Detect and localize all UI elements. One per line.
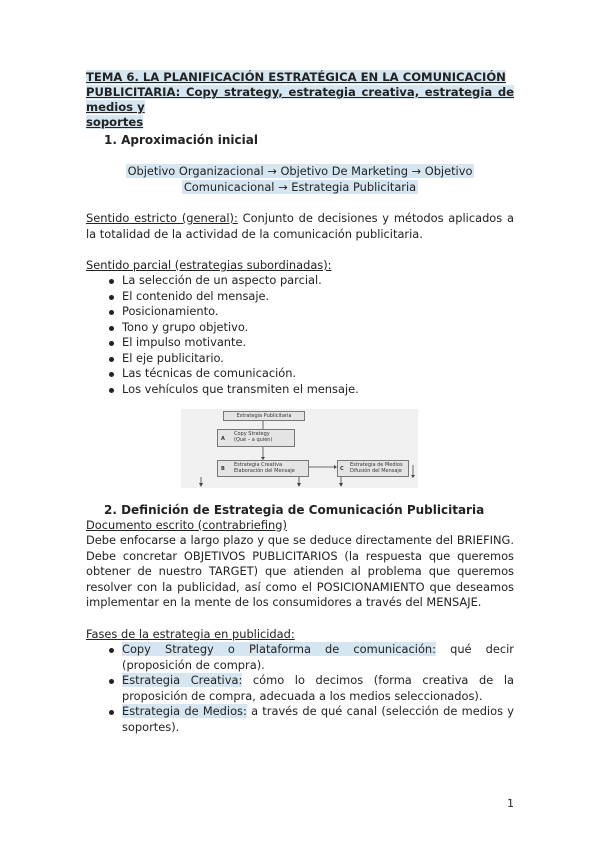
phase-item-creative [104, 673, 514, 704]
page-number: 1 [507, 797, 514, 810]
phase-text: qué decir (proposición de compra). [122, 642, 514, 672]
title-line-1: TEMA 6. LA PLANIFICACIÓN ESTRATÉGICA EN LA COMUNICACIÓN [86, 70, 506, 84]
flow-line-1: Objetivo Organizacional → Objetivo De Marketing → Objetivo [127, 164, 473, 178]
partial-sense-label: Sentido parcial (estrategias subordinadas): [86, 258, 332, 272]
diagram-c-line-1: Estrategia de Medios [350, 462, 403, 468]
phases-list [104, 642, 514, 735]
list-item: La selección de un aspecto parcial. [104, 273, 514, 289]
diagram-c-line-2: Difusión del Mensaje [350, 468, 402, 474]
diagram-b-line-1: Estrategia Creativa [234, 462, 283, 468]
strategy-paragraph: Debe enfocarse a largo plazo y que se deduce directamente del BRIEFING. Debe concretar OBJETIVOS PUBLICITARIOS (la respuesta que queremos obtener de nuestro TARGET) que atienden al problema que queremos resolver con la publicidad, así como el POSICIONAMIENTO que deseamos implementar en la mente de los consumidores a través del MENSAJE. [86, 533, 514, 609]
diagram-top-label: Estrategia Publicitaria [236, 413, 292, 419]
diagram-box-a [217, 429, 295, 447]
flow-line-2: Comunicacional → Estrategia Publicitaria [183, 180, 417, 194]
diagram-letter-a: A [221, 436, 225, 442]
strict-sense-label: Sentido estricto (general): [86, 211, 238, 225]
diagram-box-c [337, 460, 409, 477]
phase-term: Estrategia de Medios: [122, 704, 247, 718]
list-item: El impulso motivante. [104, 335, 514, 351]
document-label: Documento escrito (contrabriefing) [86, 518, 287, 532]
partial-sense-list [104, 273, 514, 397]
section-2-heading: 2. Definición de Estrategia de Comunicación Publicitaria [104, 503, 485, 517]
diagram-letter-c: C [340, 466, 344, 472]
list-item: El eje publicitario. [104, 351, 514, 367]
list-item: El contenido del mensaje. [104, 289, 514, 305]
phases-label: Fases de la estrategia en publicidad: [86, 627, 295, 641]
title-line-2: PUBLICITARIA: Copy strategy, estrategia creativa, estrategia de medios y [86, 85, 514, 114]
section-1-heading: 1. Aproximación inicial [104, 133, 258, 147]
diagram-b-line-2: Elaboración del Mensaje [234, 468, 295, 474]
phase-item-media [104, 704, 514, 735]
phase-text: a través de qué canal (selección de medios y soportes). [122, 704, 514, 734]
phase-term: Estrategia Creativa: [122, 673, 243, 687]
list-item: Los vehículos que transmiten el mensaje. [104, 382, 514, 398]
document-title [86, 70, 514, 130]
diagram-box-b [217, 460, 309, 477]
diagram-a-line-1: Copy Strategy [234, 431, 270, 437]
strict-sense-paragraph [86, 211, 514, 242]
diagram-letter-b: B [221, 466, 225, 472]
list-item: Tono y grupo objetivo. [104, 320, 514, 336]
list-item: Las técnicas de comunicación. [104, 366, 514, 382]
diagram-a-line-2: (Qué – a quién) [234, 437, 273, 443]
strategy-flow [86, 163, 514, 195]
phase-text: cómo lo decimos (forma creativa de la proposición de compra, adecuada a los medios seleccionados). [122, 673, 514, 703]
diagram-top-box [223, 411, 305, 421]
title-line-3: soportes [86, 115, 144, 129]
strict-sense-text: Conjunto de decisiones y métodos aplicados a la totalidad de la actividad de la comunicación publicitaria. [86, 211, 514, 241]
phase-item-copy-strategy [104, 642, 514, 673]
strategy-diagram [181, 409, 418, 488]
phase-term: Copy Strategy o Plataforma de comunicación: [122, 642, 436, 656]
list-item: Posicionamiento. [104, 304, 514, 320]
